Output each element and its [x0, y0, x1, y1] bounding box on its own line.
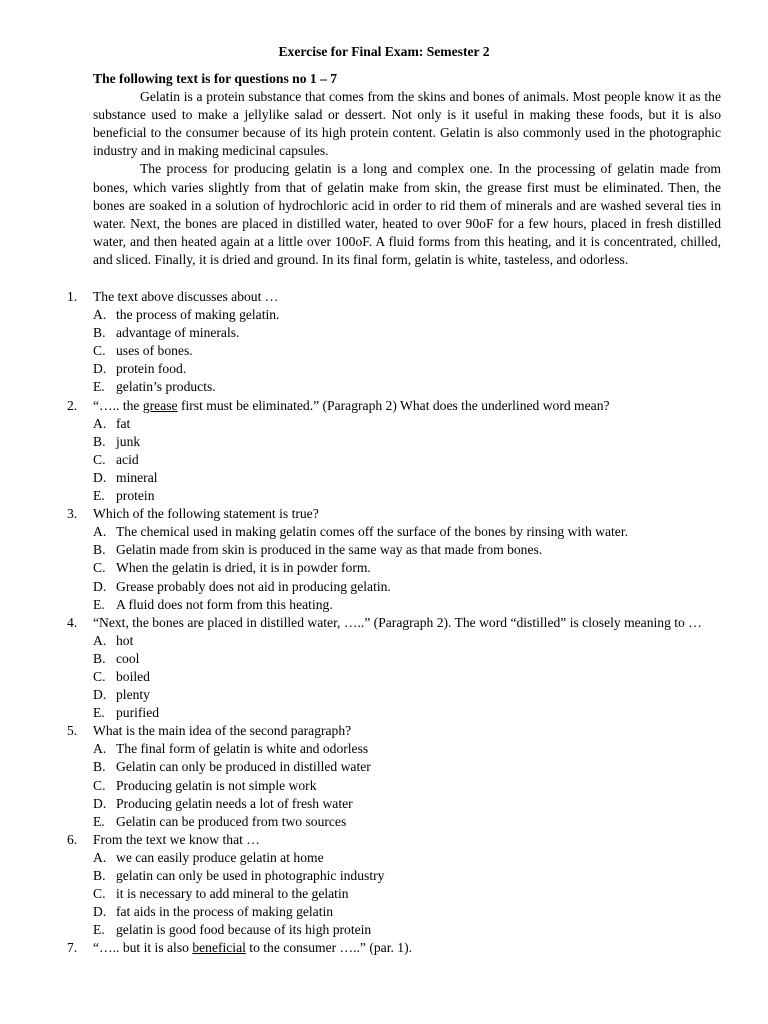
option-text: gelatin is good food because of its high protein [116, 922, 372, 938]
option-letter: D. [93, 469, 107, 485]
option-letter: D. [93, 687, 107, 703]
option-letter: A. [93, 415, 107, 431]
option-text: junk [116, 433, 141, 449]
underlined-word: grease [142, 397, 178, 413]
option-letter: D. [93, 795, 107, 811]
answer-option [93, 596, 721, 614]
option-letter: A. [93, 307, 107, 323]
option-letter: B. [93, 868, 106, 883]
option-letter: E. [93, 488, 105, 504]
answer-option [93, 306, 721, 324]
option-text: acid [116, 451, 139, 467]
answer-option [93, 867, 721, 885]
answer-option [93, 849, 721, 867]
option-text: gelatin can only be used in photographic industry [116, 868, 385, 883]
answer-option [93, 559, 721, 577]
answer-option [93, 650, 721, 668]
option-text: uses of bones. [116, 343, 193, 359]
question-item [67, 831, 721, 940]
question-item [67, 288, 721, 397]
option-letter: C. [93, 451, 106, 467]
question-number: 4. [67, 614, 78, 630]
question-number: 2. [67, 397, 78, 413]
answer-option [93, 758, 721, 776]
answer-option [93, 704, 721, 722]
question-number: 5. [67, 723, 78, 739]
answer-option [93, 903, 721, 921]
option-letter: E. [93, 596, 105, 612]
question-number: 6. [67, 831, 78, 847]
page-title: Exercise for Final Exam: Semester 2 [278, 44, 490, 59]
question-item [67, 505, 721, 614]
option-text: protein food. [116, 361, 187, 377]
option-text: Gelatin made from skin is produced in the same way as that made from bones. [116, 542, 543, 558]
answer-option [93, 795, 721, 813]
option-letter: C. [93, 886, 106, 902]
option-text: Producing gelatin needs a lot of fresh water [116, 795, 353, 811]
answer-option [93, 740, 721, 758]
answer-option [93, 578, 721, 596]
question-stem-text: What is the main idea of the second paragraph? [93, 723, 352, 739]
underlined-word: beneficial [192, 940, 246, 956]
option-letter: B. [93, 433, 106, 449]
option-letter: C. [93, 668, 106, 684]
option-text: The final form of gelatin is white and odorless [116, 741, 369, 757]
question-stem [93, 939, 721, 957]
option-letter: E. [93, 922, 105, 938]
question-stem-text: “….. but it is also [93, 940, 193, 956]
answer-option [93, 632, 721, 650]
question-list [67, 288, 721, 957]
option-text: plenty [116, 687, 150, 703]
option-letter: E. [93, 379, 105, 395]
option-text: we can easily produce gelatin at home [116, 849, 324, 865]
answer-option [93, 360, 721, 378]
option-letter: A. [93, 632, 107, 648]
option-text: advantage of minerals. [116, 325, 240, 341]
option-text: purified [116, 705, 160, 721]
question-stem [93, 831, 721, 849]
question-stem [93, 505, 721, 523]
option-letter: A. [93, 741, 107, 757]
reading-passage [93, 70, 721, 269]
passage-paragraph-1: Gelatin is a protein substance that comes from the skins and bones of animals. Most people know it as the substance used to make a jellylike salad or dessert. Not only is it useful in making these foods, but it is also beneficial to the consumer because of its high protein content. Gelatin is also commonly used in the photographic industry and in making medicinal capsules. [93, 89, 721, 159]
option-text: fat aids in the process of making gelatin [116, 904, 334, 920]
option-letter: C. [93, 343, 106, 359]
question-stem-text: From the text we know that … [93, 831, 260, 847]
option-text: the process of making gelatin. [116, 307, 280, 323]
option-letter: B. [93, 650, 106, 666]
answer-option [93, 469, 721, 487]
question-stem-text: The text above discusses about … [93, 289, 279, 304]
question-stem [93, 614, 721, 632]
option-text: When the gelatin is dried, it is in powder form. [116, 560, 371, 576]
question-item [67, 722, 721, 831]
question-number: 7. [67, 940, 78, 956]
option-letter: B. [93, 325, 106, 341]
option-text: Gelatin can be produced from two sources [116, 813, 347, 829]
answer-option [93, 324, 721, 342]
question-number: 1. [67, 289, 78, 304]
option-letter: C. [93, 560, 106, 576]
question-stem [93, 288, 721, 306]
question-item [67, 939, 721, 957]
option-text: it is necessary to add mineral to the gelatin [116, 886, 349, 902]
question-stem-text-after: to the consumer …..” (par. 1). [245, 940, 413, 956]
answer-option [93, 433, 721, 451]
option-letter: B. [93, 759, 106, 775]
option-text: cool [116, 650, 140, 666]
answer-option [93, 541, 721, 559]
answer-option [93, 813, 721, 831]
answer-option [93, 378, 721, 396]
answer-option [93, 777, 721, 795]
answer-option [93, 523, 721, 541]
question-stem-text-after: first must be eliminated.” (Paragraph 2) What does the underlined word mean? [177, 397, 610, 413]
answer-option [93, 668, 721, 686]
answer-option [93, 686, 721, 704]
answer-option [93, 487, 721, 505]
option-letter: D. [93, 904, 107, 920]
option-letter: D. [93, 578, 107, 594]
option-text: Gelatin can only be produced in distilled water [116, 759, 371, 775]
option-letter: A. [93, 849, 107, 865]
option-letter: D. [93, 361, 107, 377]
question-stem [93, 722, 721, 740]
option-letter: A. [93, 524, 107, 540]
option-text: A fluid does not form from this heating. [116, 596, 333, 612]
question-stem-text: Which of the following statement is true? [93, 506, 319, 522]
answer-option [93, 885, 721, 903]
option-letter: E. [93, 813, 105, 829]
option-text: protein [116, 488, 155, 504]
answer-option [93, 415, 721, 433]
option-text: mineral [116, 469, 158, 485]
question-item [67, 614, 721, 723]
option-letter: E. [93, 705, 105, 721]
question-stem-text: “Next, the bones are placed in distilled water, …..” (Paragraph 2). The word “distilled” is closely meaning to … [93, 614, 702, 630]
question-stem [93, 397, 721, 415]
option-text: boiled [116, 668, 150, 684]
option-text: The chemical used in making gelatin comes off the surface of the bones by rinsing with water. [116, 524, 629, 540]
option-text: Producing gelatin is not simple work [116, 777, 317, 793]
question-number: 3. [67, 506, 78, 522]
option-text: gelatin’s products. [116, 379, 216, 395]
option-letter: C. [93, 777, 106, 793]
answer-option [93, 921, 721, 939]
option-text: Grease probably does not aid in producing gelatin. [116, 578, 391, 594]
question-item [67, 397, 721, 506]
answer-option [93, 342, 721, 360]
option-text: fat [116, 415, 131, 431]
passage-heading: The following text is for questions no 1 – 7 [93, 71, 338, 86]
passage-paragraph-2: The process for producing gelatin is a long and complex one. In the processing of gelatin made from bones, which varies slightly from that of gelatin make from skin, the grease first must be eliminated. Then, the bones are soaked in a solution of hydrochloric acid in order to rid them of minerals and are washed several ties in water. Next, the bones are placed in distilled water, heated to over 90oF for a few hours, placed in fresh distilled water, and then heated again at a little over 100oF. A fluid forms from this heating, and it is concentrated, chilled, and sliced. Finally, it is dried and ground. In its final form, gelatin is white, tasteless, and odorless. [93, 161, 721, 267]
answer-option [93, 451, 721, 469]
option-letter: B. [93, 542, 106, 558]
question-stem-text: “….. the [93, 397, 143, 413]
option-text: hot [116, 632, 134, 648]
